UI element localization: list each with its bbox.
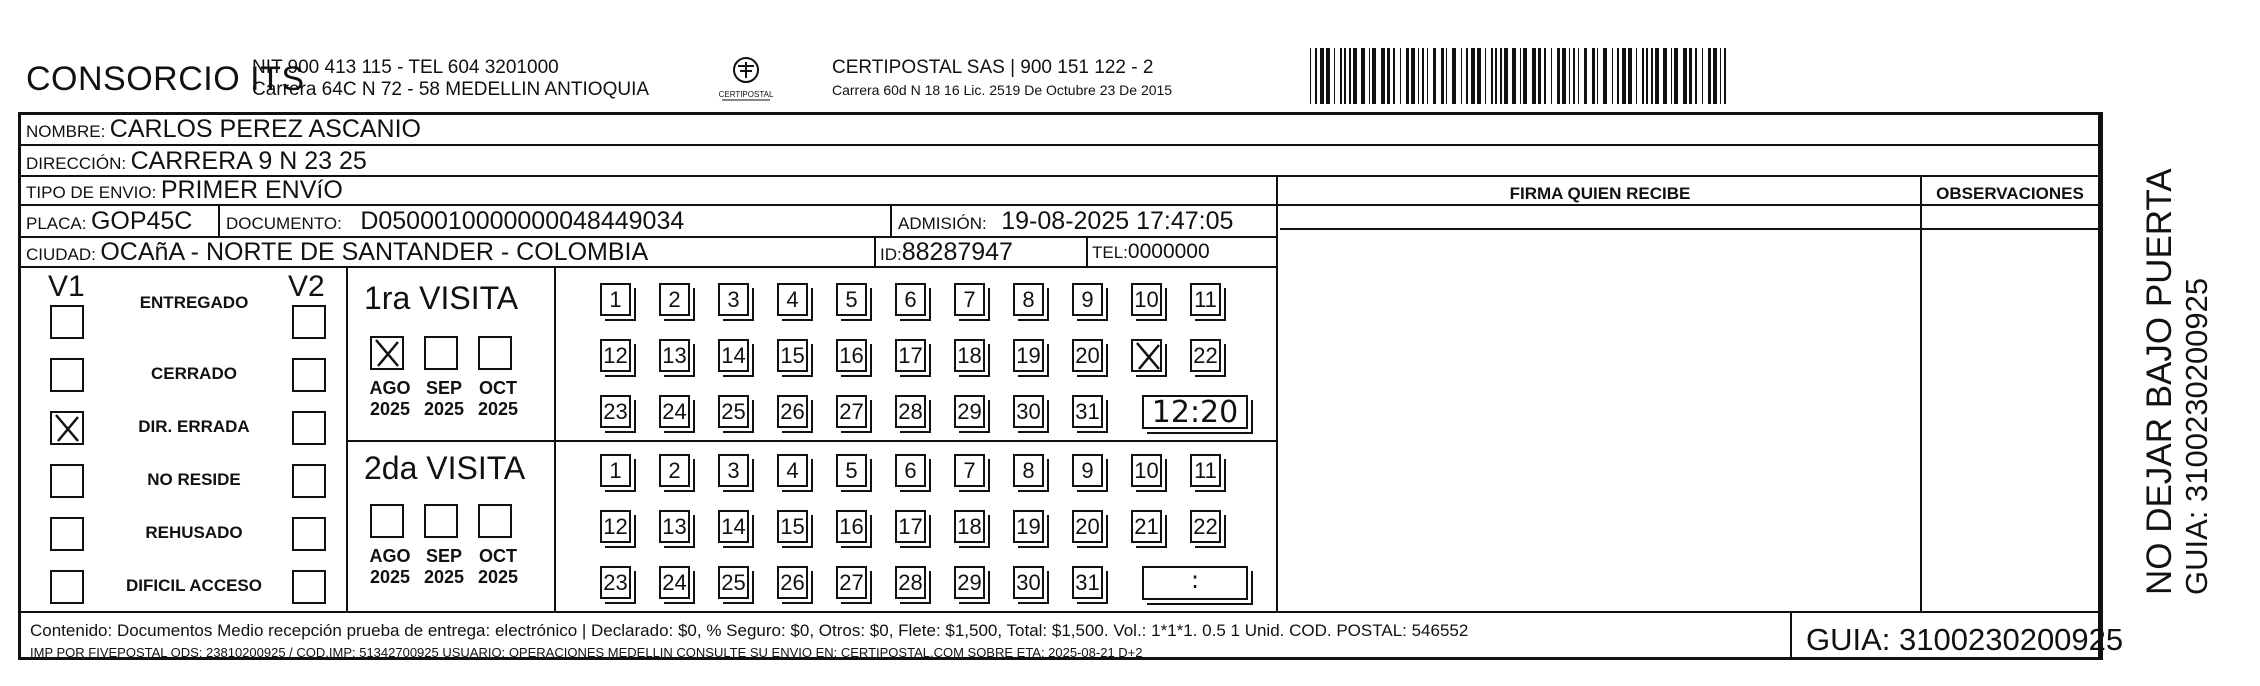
day-box-v2-28[interactable]: 28 [895, 566, 926, 599]
status-v1-checkbox-2[interactable] [50, 358, 84, 392]
day-box-v2-20[interactable]: 20 [1072, 510, 1103, 543]
day-box-v2-23[interactable]: 23 [600, 566, 631, 599]
day-box-v2-21[interactable]: 21 [1131, 510, 1162, 543]
day-box-v2-3[interactable]: 3 [718, 454, 749, 487]
month-label [418, 378, 470, 420]
company-name: CONSORCIO ITS [26, 60, 305, 98]
visit2-title: 2da VISITA [364, 450, 526, 486]
month-checkbox-v2-3[interactable] [478, 504, 512, 538]
day-box-v1-30[interactable]: 30 [1013, 395, 1044, 428]
tel-label: TEL: [1092, 243, 1128, 262]
month-label [364, 378, 416, 420]
day-box-v2-2[interactable]: 2 [659, 454, 690, 487]
status-label: NO RESIDE [147, 470, 241, 489]
month-label [364, 546, 416, 588]
tipo-envio-label: TIPO DE ENVIO: [26, 183, 157, 202]
v1-label: V1 [48, 270, 85, 303]
nombre-value: CARLOS PEREZ ASCANIO [109, 115, 421, 143]
carrier-address: Carrera 60d N 18 16 Lic. 2519 De Octubre 23 De 2015 [832, 82, 1173, 98]
id-value: 88287947 [901, 238, 1013, 266]
status-v1-checkbox-5[interactable] [50, 517, 84, 551]
month-checkbox-v1-2[interactable] [424, 336, 458, 370]
month-name: SEP [425, 546, 463, 566]
tipo-envio-value: PRIMER ENVíO [160, 176, 343, 204]
day-box-v2-13[interactable]: 13 [659, 510, 690, 543]
admision-label: ADMISIÓN: [898, 214, 987, 233]
status-v2-checkbox-6[interactable] [292, 570, 326, 604]
day-box-v2-25[interactable]: 25 [718, 566, 749, 599]
day-box-v2-31[interactable]: 31 [1072, 566, 1103, 599]
company-nit: NIT 900 413 115 - TEL 604 3201000 [252, 57, 559, 78]
status-label: DIR. ERRADA [138, 417, 250, 436]
status-v2-checkbox-3[interactable] [292, 411, 326, 445]
day-box-v1-29[interactable]: 29 [954, 395, 985, 428]
company-address: Carrera 64C N 72 - 58 MEDELLIN ANTIOQUIA [252, 79, 650, 100]
placa-label: PLACA: [26, 214, 87, 233]
status-label: DIFICIL ACCESO [125, 576, 262, 595]
company-info [252, 57, 649, 101]
time-box-v1[interactable] [1142, 395, 1248, 429]
day-box-v2-6[interactable]: 6 [895, 454, 926, 487]
side-notice-text: NO DEJAR BAJO PUERTA [2140, 168, 2179, 595]
footer-guia: GUIA: 3100230200925 [1806, 622, 2124, 657]
day-box-v2-29[interactable]: 29 [954, 566, 985, 599]
signature-area[interactable] [1280, 206, 1918, 610]
day-box-v1-27[interactable]: 27 [836, 395, 867, 428]
carrier-logo-text: CERTIPOSTAL [718, 90, 774, 99]
day-box-v2-7[interactable]: 7 [954, 454, 985, 487]
placa-field [26, 208, 192, 238]
observaciones-label: OBSERVACIONES [1936, 184, 2084, 203]
month-checkbox-v2-1[interactable] [370, 504, 404, 538]
status-v2-checkbox-1[interactable] [292, 305, 326, 339]
day-box-v1-31[interactable]: 31 [1072, 395, 1103, 428]
status-v1-checkbox-4[interactable] [50, 464, 84, 498]
day-box-v1-15[interactable]: 15 [777, 339, 808, 372]
ciudad-label: CIUDAD: [26, 245, 96, 264]
month-label [472, 546, 524, 588]
month-name: OCT [479, 378, 517, 398]
day-box-v2-18[interactable]: 18 [954, 510, 985, 543]
status-v2-checkbox-4[interactable] [292, 464, 326, 498]
barcode [1310, 48, 1950, 104]
month-checkbox-v1-3[interactable] [478, 336, 512, 370]
month-checkbox-v1-1[interactable] [370, 336, 404, 370]
day-box-v2-9[interactable]: 9 [1072, 454, 1103, 487]
day-box-v1-23[interactable]: 23 [600, 395, 631, 428]
placa-value: GOP45C [90, 207, 193, 235]
day-box-v1-7[interactable]: 7 [954, 283, 985, 316]
id-field [880, 239, 1013, 269]
day-box-v2-14[interactable]: 14 [718, 510, 749, 543]
month-name: SEP [425, 378, 463, 398]
day-box-v1-18[interactable]: 18 [954, 339, 985, 372]
month-label [418, 546, 470, 588]
direccion-label: DIRECCIÓN: [26, 154, 127, 173]
nombre-field [26, 116, 421, 146]
day-box-v2-24[interactable]: 24 [659, 566, 690, 599]
tel-field [1092, 239, 1210, 267]
ciudad-value: OCAñA - NORTE DE SANTANDER - COLOMBIA [100, 238, 649, 266]
status-v1-checkbox-3[interactable] [50, 411, 84, 445]
footer-imp: IMP POR FIVEPOSTAL ODS: 23810200925 / COD.IMP: 51342700925 USUARIO: OPERACIONES MEDELLIN CONSULTE SU ENVIO EN: CERTIPOSTAL.COM SOBRE ETA: 2025-08-21 D+2 [30, 645, 1143, 660]
id-label: ID: [880, 245, 902, 264]
month-year: 2025 [369, 567, 411, 587]
side-guia: GUIA: 3100230200925 [2179, 277, 2214, 595]
day-box-v1-26[interactable]: 26 [777, 395, 808, 428]
day-box-v2-26[interactable]: 26 [777, 566, 808, 599]
day-box-v1-2[interactable]: 2 [659, 283, 690, 316]
status-label: ENTREGADO [139, 293, 249, 312]
visit-time: 12:20 [1151, 395, 1239, 430]
day-box-v2-4[interactable]: 4 [777, 454, 808, 487]
day-box-v2-30[interactable]: 30 [1013, 566, 1044, 599]
month-year: 2025 [369, 399, 411, 419]
day-box-v2-15[interactable]: 15 [777, 510, 808, 543]
day-box-v2-5[interactable]: 5 [836, 454, 867, 487]
day-box-v1-1[interactable]: 1 [600, 283, 631, 316]
side-notice [2140, 168, 2214, 595]
day-box-v1-11[interactable]: 11 [1190, 283, 1221, 316]
v2-label: V2 [288, 270, 325, 303]
visit-time: : [1190, 566, 1200, 594]
footer-contenido: Contenido: Documentos Medio recepción prueba de entrega: electrónico | Declarado: $0, % Seguro: $0, Otros: $0, Flete: $1,500, Total: $1,500. Vol.: 1*1*1. 0.5 1 Unid. COD. POSTAL: 546552 [30, 621, 1469, 640]
day-box-v1-25[interactable]: 25 [718, 395, 749, 428]
day-box-v1-20[interactable]: 20 [1072, 339, 1103, 372]
day-box-v1-24[interactable]: 24 [659, 395, 690, 428]
month-year: 2025 [423, 567, 465, 587]
ciudad-field [26, 239, 648, 269]
month-label [472, 378, 524, 420]
day-box-v2-17[interactable]: 17 [895, 510, 926, 543]
month-name: OCT [479, 546, 517, 566]
month-year: 2025 [477, 567, 519, 587]
day-box-v1-10[interactable]: 10 [1131, 283, 1162, 316]
day-box-v2-10[interactable]: 10 [1131, 454, 1162, 487]
day-box-v1-6[interactable]: 6 [895, 283, 926, 316]
day-box-v1-5[interactable]: 5 [836, 283, 867, 316]
visit1-title: 1ra VISITA [364, 280, 519, 316]
day-box-v2-12[interactable]: 12 [600, 510, 631, 543]
status-v2-checkbox-5[interactable] [292, 517, 326, 551]
status-v1-checkbox-1[interactable] [50, 305, 84, 339]
carrier-name: CERTIPOSTAL SAS | 900 151 122 - 2 [832, 57, 1154, 78]
admision-value: 19-08-2025 17:47:05 [1001, 207, 1234, 235]
day-box-v2-16[interactable]: 16 [836, 510, 867, 543]
day-box-v2-8[interactable]: 8 [1013, 454, 1044, 487]
day-box-v1-17[interactable]: 17 [895, 339, 926, 372]
day-box-v1-14[interactable]: 14 [718, 339, 749, 372]
day-box-v1-13[interactable]: 13 [659, 339, 690, 372]
carrier-logo [716, 52, 776, 104]
month-checkbox-v2-2[interactable] [424, 504, 458, 538]
observaciones-area[interactable] [1922, 206, 2098, 610]
documento-field [226, 208, 684, 238]
documento-value: D0500010000000048449034 [360, 207, 685, 235]
month-year: 2025 [423, 399, 465, 419]
day-box-v2-11[interactable]: 11 [1190, 454, 1221, 487]
day-box-v1-8[interactable]: 8 [1013, 283, 1044, 316]
day-box-v1-22[interactable]: 22 [1190, 339, 1221, 372]
status-label: REHUSADO [145, 523, 243, 542]
footer-info [30, 620, 1468, 664]
day-box-v1-4[interactable]: 4 [777, 283, 808, 316]
time-box-v2[interactable] [1142, 566, 1248, 600]
day-box-v1-21[interactable] [1131, 339, 1162, 372]
day-box-v1-19[interactable]: 19 [1013, 339, 1044, 372]
admision-field [898, 208, 1233, 238]
day-box-v2-22[interactable]: 22 [1190, 510, 1221, 543]
direccion-value: CARRERA 9 N 23 25 [130, 147, 367, 175]
nombre-label: NOMBRE: [26, 122, 106, 141]
day-box-v1-3[interactable]: 3 [718, 283, 749, 316]
tipo-envio-field [26, 177, 343, 207]
direccion-field [26, 148, 367, 178]
month-name: AGO [369, 546, 411, 566]
day-box-v1-16[interactable]: 16 [836, 339, 867, 372]
day-box-v1-9[interactable]: 9 [1072, 283, 1103, 316]
month-name: AGO [369, 378, 411, 398]
day-box-v2-1[interactable]: 1 [600, 454, 631, 487]
month-year: 2025 [477, 399, 519, 419]
day-box-v1-28[interactable]: 28 [895, 395, 926, 428]
status-label: CERRADO [151, 364, 237, 383]
status-v1-checkbox-6[interactable] [50, 570, 84, 604]
day-box-v1-12[interactable]: 12 [600, 339, 631, 372]
day-box-v2-19[interactable]: 19 [1013, 510, 1044, 543]
documento-label: DOCUMENTO: [226, 214, 342, 233]
carrier-info [832, 57, 1172, 101]
firma-label: FIRMA QUIEN RECIBE [1509, 184, 1691, 203]
day-box-v2-27[interactable]: 27 [836, 566, 867, 599]
status-v2-checkbox-2[interactable] [292, 358, 326, 392]
tel-value: 0000000 [1127, 240, 1210, 263]
